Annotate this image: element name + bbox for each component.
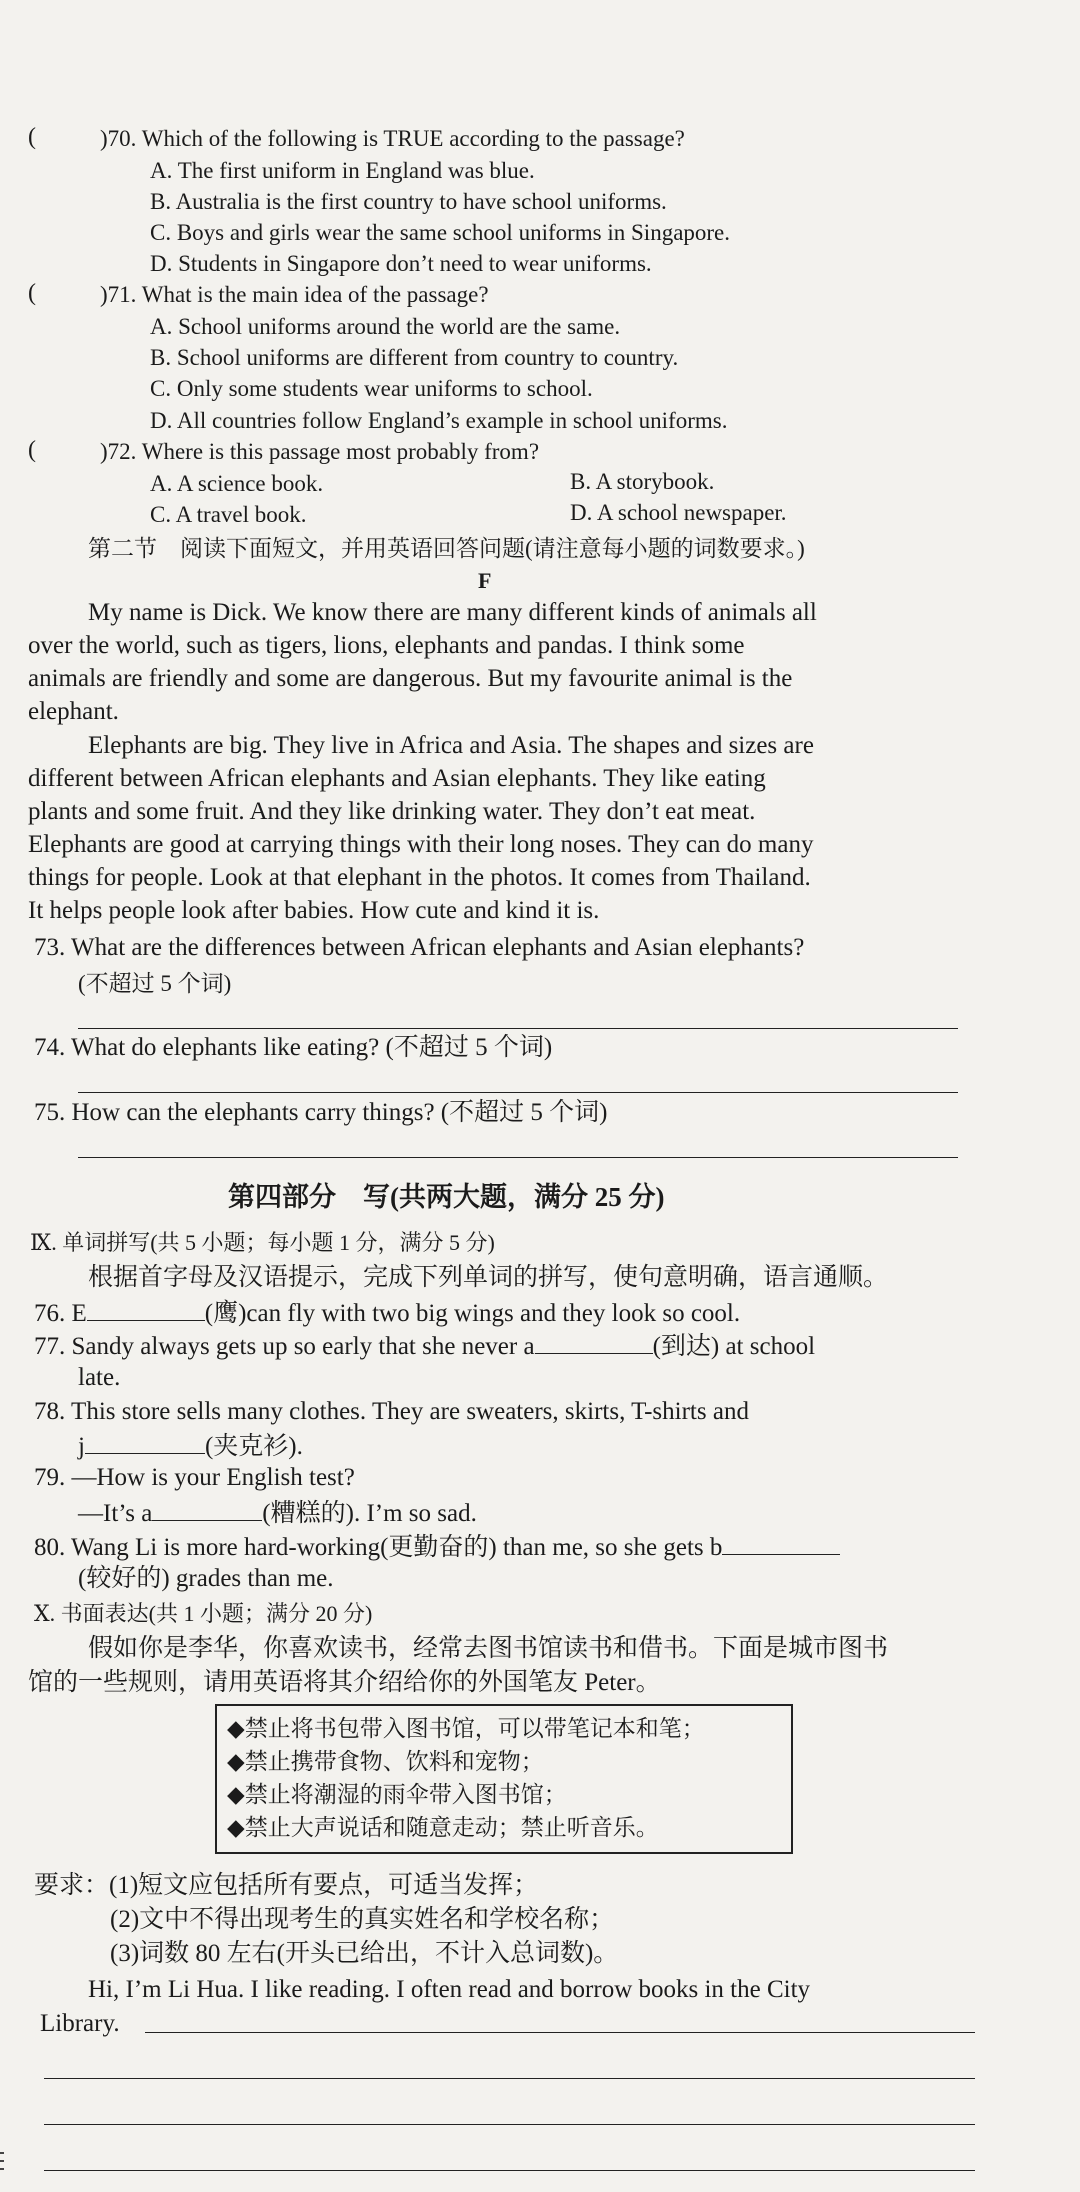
passage-line: My name is Dick. We know there are many different kinds of animals all — [88, 599, 817, 626]
requirement-1: 要求：(1)短文应包括所有要点，可适当发挥； — [34, 1872, 539, 1899]
passage-line: Elephants are big. They live in Africa and Asia. The shapes and sizes are — [88, 732, 814, 759]
q76 — [34, 1296, 740, 1330]
essay-writing-line[interactable] — [145, 2032, 975, 2033]
q80-line2: (较好的) grades than me. — [78, 1565, 334, 1592]
passage-line: animals are friendly and some are dangerous. But my favourite animal is the — [28, 665, 793, 692]
q75-text: 75. How can the elephants carry things? (不超过 5 个词) — [34, 1099, 608, 1126]
q70-option-a: A. The first uniform in England was blue. — [150, 158, 535, 183]
q70-stem: )70. Which of the following is TRUE according to the passage? — [100, 126, 685, 151]
answer-paren-70: ( — [28, 124, 36, 150]
q70-option-b: B. Australia is the first country to have school uniforms. — [150, 189, 667, 214]
ix-instruction: 根据首字母及汉语提示，完成下列单词的拼写，使句意明确，语言通顺。 — [88, 1264, 889, 1291]
passage-line: plants and some fruit. And they like drinking water. They don’t eat meat. — [28, 798, 756, 825]
ix-heading: Ⅸ. 单词拼写(共 5 小题；每小题 1 分，满分 5 分) — [30, 1230, 495, 1255]
q74-answer-line[interactable] — [78, 1092, 958, 1093]
q80-blank[interactable] — [722, 1530, 840, 1555]
q77 — [34, 1329, 815, 1363]
q72-option-b: B. A storybook. — [570, 469, 715, 494]
passage-line: things for people. Look at that elephant in the photos. It comes from Thailand. — [28, 864, 811, 891]
section2-heading: 第二节 阅读下面短文，并用英语回答问题(请注意每小题的词数要求。) — [88, 536, 805, 561]
library-rule: ◆禁止携带食物、饮料和宠物； — [227, 1749, 544, 1774]
x-intro-line2: 馆的一些规则，请用英语将其介绍给你的外国笔友 Peter。 — [28, 1669, 661, 1696]
q77-continued: late. — [78, 1364, 121, 1391]
q80-line1 — [34, 1530, 840, 1564]
library-rule: ◆禁止大声说话和随意走动；禁止听音乐。 — [227, 1815, 659, 1840]
q73-answer-line[interactable] — [78, 1028, 958, 1029]
x-heading: Ⅹ. 书面表达(共 1 小题；满分 20 分) — [34, 1601, 373, 1626]
essay-writing-line[interactable] — [44, 2124, 975, 2125]
q78-blank[interactable] — [85, 1429, 205, 1454]
q79-blank[interactable] — [152, 1496, 262, 1521]
q76-suffix: (鹰)can fly with two big wings and they look so cool. — [204, 1300, 741, 1327]
q73-text: 73. What are the differences between African elephants and Asian elephants? — [34, 934, 805, 961]
q71-stem: )71. What is the main idea of the passage? — [100, 282, 489, 307]
margin-mark — [0, 2168, 4, 2170]
q78-suffix: (夹克衫). — [204, 1433, 303, 1460]
q72-option-d: D. A school newspaper. — [570, 500, 787, 525]
q77-prefix: 77. Sandy always gets up so early that she never a — [34, 1333, 535, 1360]
x-intro-line1: 假如你是李华，你喜欢读书，经常去图书馆读书和借书。下面是城市图书 — [88, 1635, 889, 1662]
q75-answer-line[interactable] — [78, 1157, 958, 1158]
passage-line: elephant. — [28, 698, 119, 725]
essay-writing-line[interactable] — [44, 2170, 975, 2171]
q77-blank[interactable] — [535, 1329, 653, 1354]
q78-line2 — [78, 1429, 303, 1463]
passage-line: different between African elephants and Asian elephants. They like eating — [28, 765, 766, 792]
q72-option-a: A. A science book. — [150, 471, 324, 496]
q73-limit: (不超过 5 个词) — [78, 971, 232, 996]
library-rules-box — [215, 1704, 793, 1854]
answer-paren-72: ( — [28, 437, 36, 463]
q71-option-b: B. School uniforms are different from country to country. — [150, 345, 679, 370]
passage-line: Elephants are good at carrying things with their long noses. They can do many — [28, 831, 814, 858]
passage-line: over the world, such as tigers, lions, elephants and pandas. I think some — [28, 632, 745, 659]
passage-letter: F — [478, 568, 492, 593]
margin-mark — [0, 2160, 4, 2162]
q72-stem: )72. Where is this passage most probably from? — [100, 439, 540, 464]
q74-text: 74. What do elephants like eating? (不超过 5 个词) — [34, 1034, 553, 1061]
requirement-2: (2)文中不得出现考生的真实姓名和学校名称； — [110, 1906, 615, 1933]
library-rule: ◆禁止将潮湿的雨伞带入图书馆； — [227, 1782, 567, 1807]
q79-line2 — [78, 1496, 477, 1530]
q79-prefix: —It’s a — [78, 1500, 153, 1527]
q76-prefix: 76. E — [34, 1300, 87, 1327]
q70-option-d: D. Students in Singapore don’t need to wear uniforms. — [150, 251, 652, 276]
part4-title: 第四部分 写(共两大题，满分 25 分) — [228, 1182, 665, 1212]
q72-option-c: C. A travel book. — [150, 502, 307, 527]
essay-start-line1: Hi, I’m Li Hua. I like reading. I often read and borrow books in the City — [88, 1976, 811, 2003]
q78-line1: 78. This store sells many clothes. They are sweaters, skirts, T-shirts and — [34, 1398, 749, 1425]
requirement-3: (3)词数 80 左右(开头已给出，不计入总词数)。 — [110, 1940, 619, 1967]
passage-line: It helps people look after babies. How cute and kind it is. — [28, 897, 600, 924]
q77-suffix: (到达) at school — [652, 1333, 816, 1360]
essay-writing-line[interactable] — [44, 2078, 975, 2079]
essay-start-line2: Library. — [40, 2010, 120, 2037]
q79-suffix: (糟糕的). I’m so sad. — [262, 1500, 477, 1527]
q80-prefix: 80. Wang Li is more hard-working(更勤奋的) than me, so she gets b — [34, 1534, 723, 1561]
q71-option-c: C. Only some students wear uniforms to school. — [150, 376, 593, 401]
q71-option-a: A. School uniforms around the world are the same. — [150, 314, 621, 339]
q78-prefix: j — [78, 1433, 85, 1460]
q70-option-c: C. Boys and girls wear the same school uniforms in Singapore. — [150, 220, 731, 245]
q76-blank[interactable] — [87, 1296, 205, 1321]
q79-line1: 79. —How is your English test? — [34, 1464, 355, 1491]
library-rule: ◆禁止将书包带入图书馆，可以带笔记本和笔； — [227, 1716, 705, 1741]
margin-mark — [0, 2152, 4, 2154]
answer-paren-71: ( — [28, 280, 36, 306]
q71-option-d: D. All countries follow England’s example in school uniforms. — [150, 408, 728, 433]
